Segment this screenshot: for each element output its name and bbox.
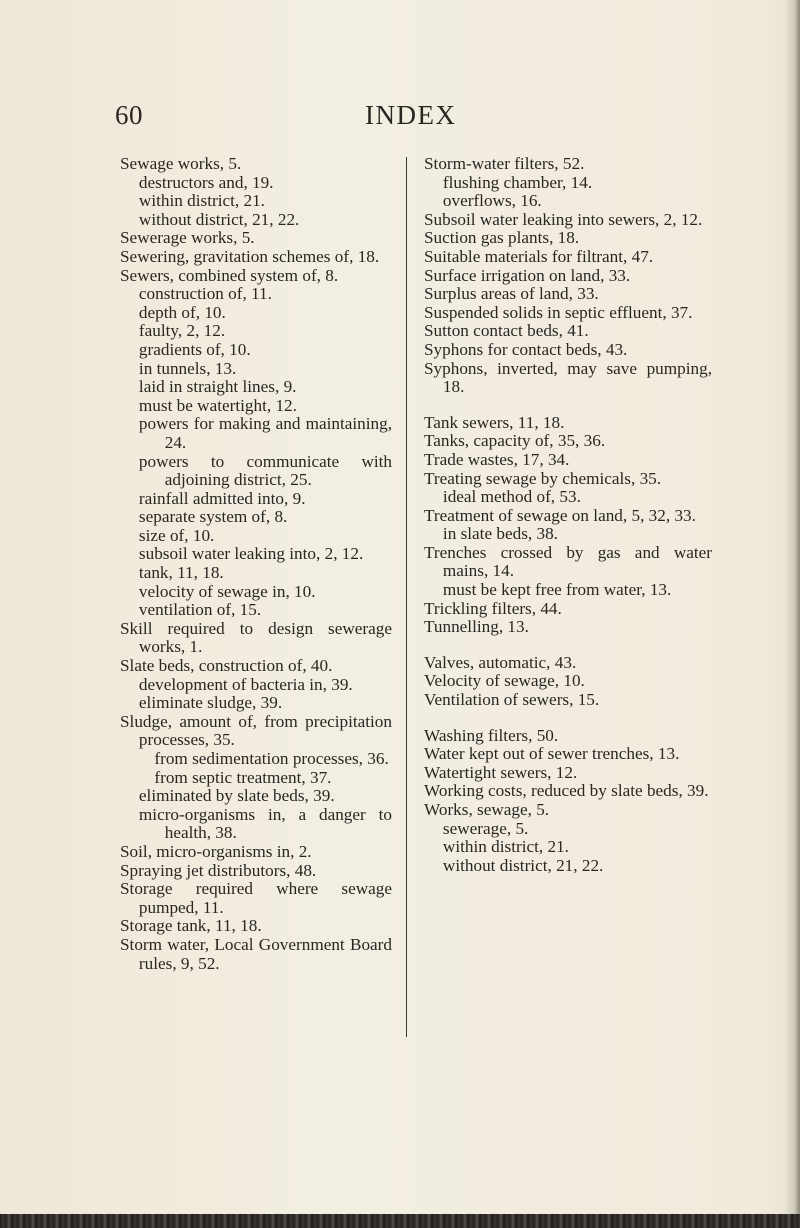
index-subentry: flushing chamber, 14. — [442, 172, 593, 192]
index-subentry: in tunnels, 13. — [138, 358, 237, 378]
index-entry: Ventilation of sewers, 15. — [424, 690, 600, 710]
index-subentry: overflows, 16. — [442, 191, 542, 211]
index-subentry: construction of, 11. — [138, 284, 272, 304]
index-entry: Trade wastes, 17, 34. — [424, 449, 570, 469]
index-entry: Sludge, amount of, from precipitation processes, 35. — [120, 711, 392, 750]
index-entry: Sutton contact beds, 41. — [424, 321, 589, 341]
index-entry: Surplus areas of land, 33. — [424, 284, 599, 304]
index-subentry: faulty, 2, 12. — [138, 321, 226, 341]
index-entry: Velocity of sewage, 10. — [424, 671, 585, 691]
index-entry: Treatment of sewage on land, 5, 32, 33. — [424, 505, 696, 525]
index-entry: Tank sewers, 11, 18. — [424, 412, 565, 432]
index-subentry: ventilation of, 15. — [138, 600, 262, 620]
index-subentry: separate system of, 8. — [138, 507, 288, 527]
page-header — [0, 100, 800, 140]
section-gap — [424, 637, 712, 654]
index-entry: Sewage works, 5. — [120, 154, 242, 173]
index-subentry: eliminated by slate beds, 39. — [138, 786, 335, 806]
page-edge-shadow — [786, 0, 800, 1228]
index-subentry: size of, 10. — [138, 525, 215, 545]
index-subentry: velocity of sewage in, 10. — [138, 581, 316, 601]
index-entry: Suitable materials for filtrant, 47. — [424, 246, 654, 266]
index-entry: Surface irrigation on land, 33. — [424, 265, 631, 285]
index-entry: Tunnelling, 13. — [424, 617, 529, 637]
column-divider — [406, 157, 407, 1037]
index-entry: Syphons for contact beds, 43. — [424, 339, 628, 359]
index-subentry: development of bacteria in, 39. — [138, 674, 353, 694]
index-entry: Works, sewage, 5. — [424, 800, 550, 819]
index-entry: Skill required to design sewerage works, 1. — [120, 618, 392, 657]
index-subentry: depth of, 10. — [138, 302, 226, 322]
index-entry: Soil, micro-organisms in, 2. — [120, 841, 312, 861]
index-subentry: powers to communicate with adjoining district, 25. — [138, 451, 392, 490]
index-subentry: destructors and, 19. — [138, 172, 274, 192]
index-subentry: subsoil water leaking into, 2, 12. — [138, 544, 364, 564]
index-subentry: within district, 21. — [138, 191, 265, 211]
index-subentry: from sedimentation processes, 36. — [154, 749, 389, 768]
section-gap — [424, 397, 712, 414]
index-entry: Treating sewage by chemicals, 35. — [424, 468, 662, 488]
running-title: INDEX — [365, 100, 457, 130]
index-entry: Suspended solids in septic effluent, 37. — [424, 302, 693, 322]
index-column-left — [120, 155, 392, 973]
index-entry: Trickling filters, 44. — [424, 598, 562, 618]
index-entry: Water kept out of sewer trenches, 13. — [424, 744, 680, 764]
index-subentry: eliminate sludge, 39. — [138, 693, 283, 713]
index-subentry: in slate beds, 38. — [442, 524, 558, 544]
index-entry: Slate beds, construction of, 40. — [120, 656, 333, 676]
index-entry: Tanks, capacity of, 35, 36. — [424, 431, 606, 451]
index-entry: Working costs, reduced by slate beds, 39. — [424, 781, 709, 801]
index-entry: Valves, automatic, 43. — [424, 652, 577, 672]
index-column-right — [424, 155, 712, 875]
index-entry: Subsoil water leaking into sewers, 2, 12. — [424, 209, 703, 229]
index-entry: Trenches crossed by gas and water mains, 14. — [424, 542, 712, 581]
page-bottom-edge — [0, 1214, 800, 1228]
index-subentry: powers for making and maintaining, 24. — [138, 414, 392, 452]
index-subentry: laid in straight lines, 9. — [138, 377, 297, 397]
index-entry: Storage required where sewage pumped, 11. — [120, 879, 392, 917]
index-entry: Storage tank, 11, 18. — [120, 916, 262, 936]
index-subentry: without district, 21, 22. — [138, 209, 300, 229]
index-subentry: rainfall admitted into, 9. — [138, 488, 306, 508]
index-entry: Syphons, inverted, may save pumping, 18. — [424, 358, 712, 397]
index-entry: Spraying jet distributors, 48. — [120, 860, 317, 880]
index-entry: Storm water, Local Government Board rules, 9, 52. — [120, 934, 392, 973]
index-entry: Sewering, gravitation schemes of, 18. — [120, 246, 380, 266]
index-entry: Suction gas plants, 18. — [424, 228, 580, 248]
index-subentry: must be kept free from water, 13. — [442, 580, 672, 600]
index-entry: Washing filters, 50. — [424, 725, 559, 745]
page-number: 60 — [115, 100, 143, 130]
index-entry: Watertight sewers, 12. — [424, 762, 578, 782]
index-entry: Sewerage works, 5. — [120, 228, 255, 248]
index-subentry: sewerage, 5. — [442, 818, 529, 838]
index-subentry: within district, 21. — [442, 837, 569, 857]
index-subentry: must be watertight, 12. — [138, 395, 297, 415]
index-subentry: ideal method of, 53. — [442, 487, 581, 507]
index-subentry: without district, 21, 22. — [442, 855, 604, 875]
section-gap — [424, 710, 712, 727]
index-subentry: micro-organisms in, a danger to health, 38. — [138, 804, 392, 843]
index-entry: Sewers, combined system of, 8. — [120, 265, 339, 285]
index-subentry: gradients of, 10. — [138, 339, 251, 359]
index-entry: Storm-water filters, 52. — [424, 154, 585, 173]
index-subentry: from septic treatment, 37. — [154, 767, 332, 787]
index-subentry: tank, 11, 18. — [138, 563, 224, 583]
